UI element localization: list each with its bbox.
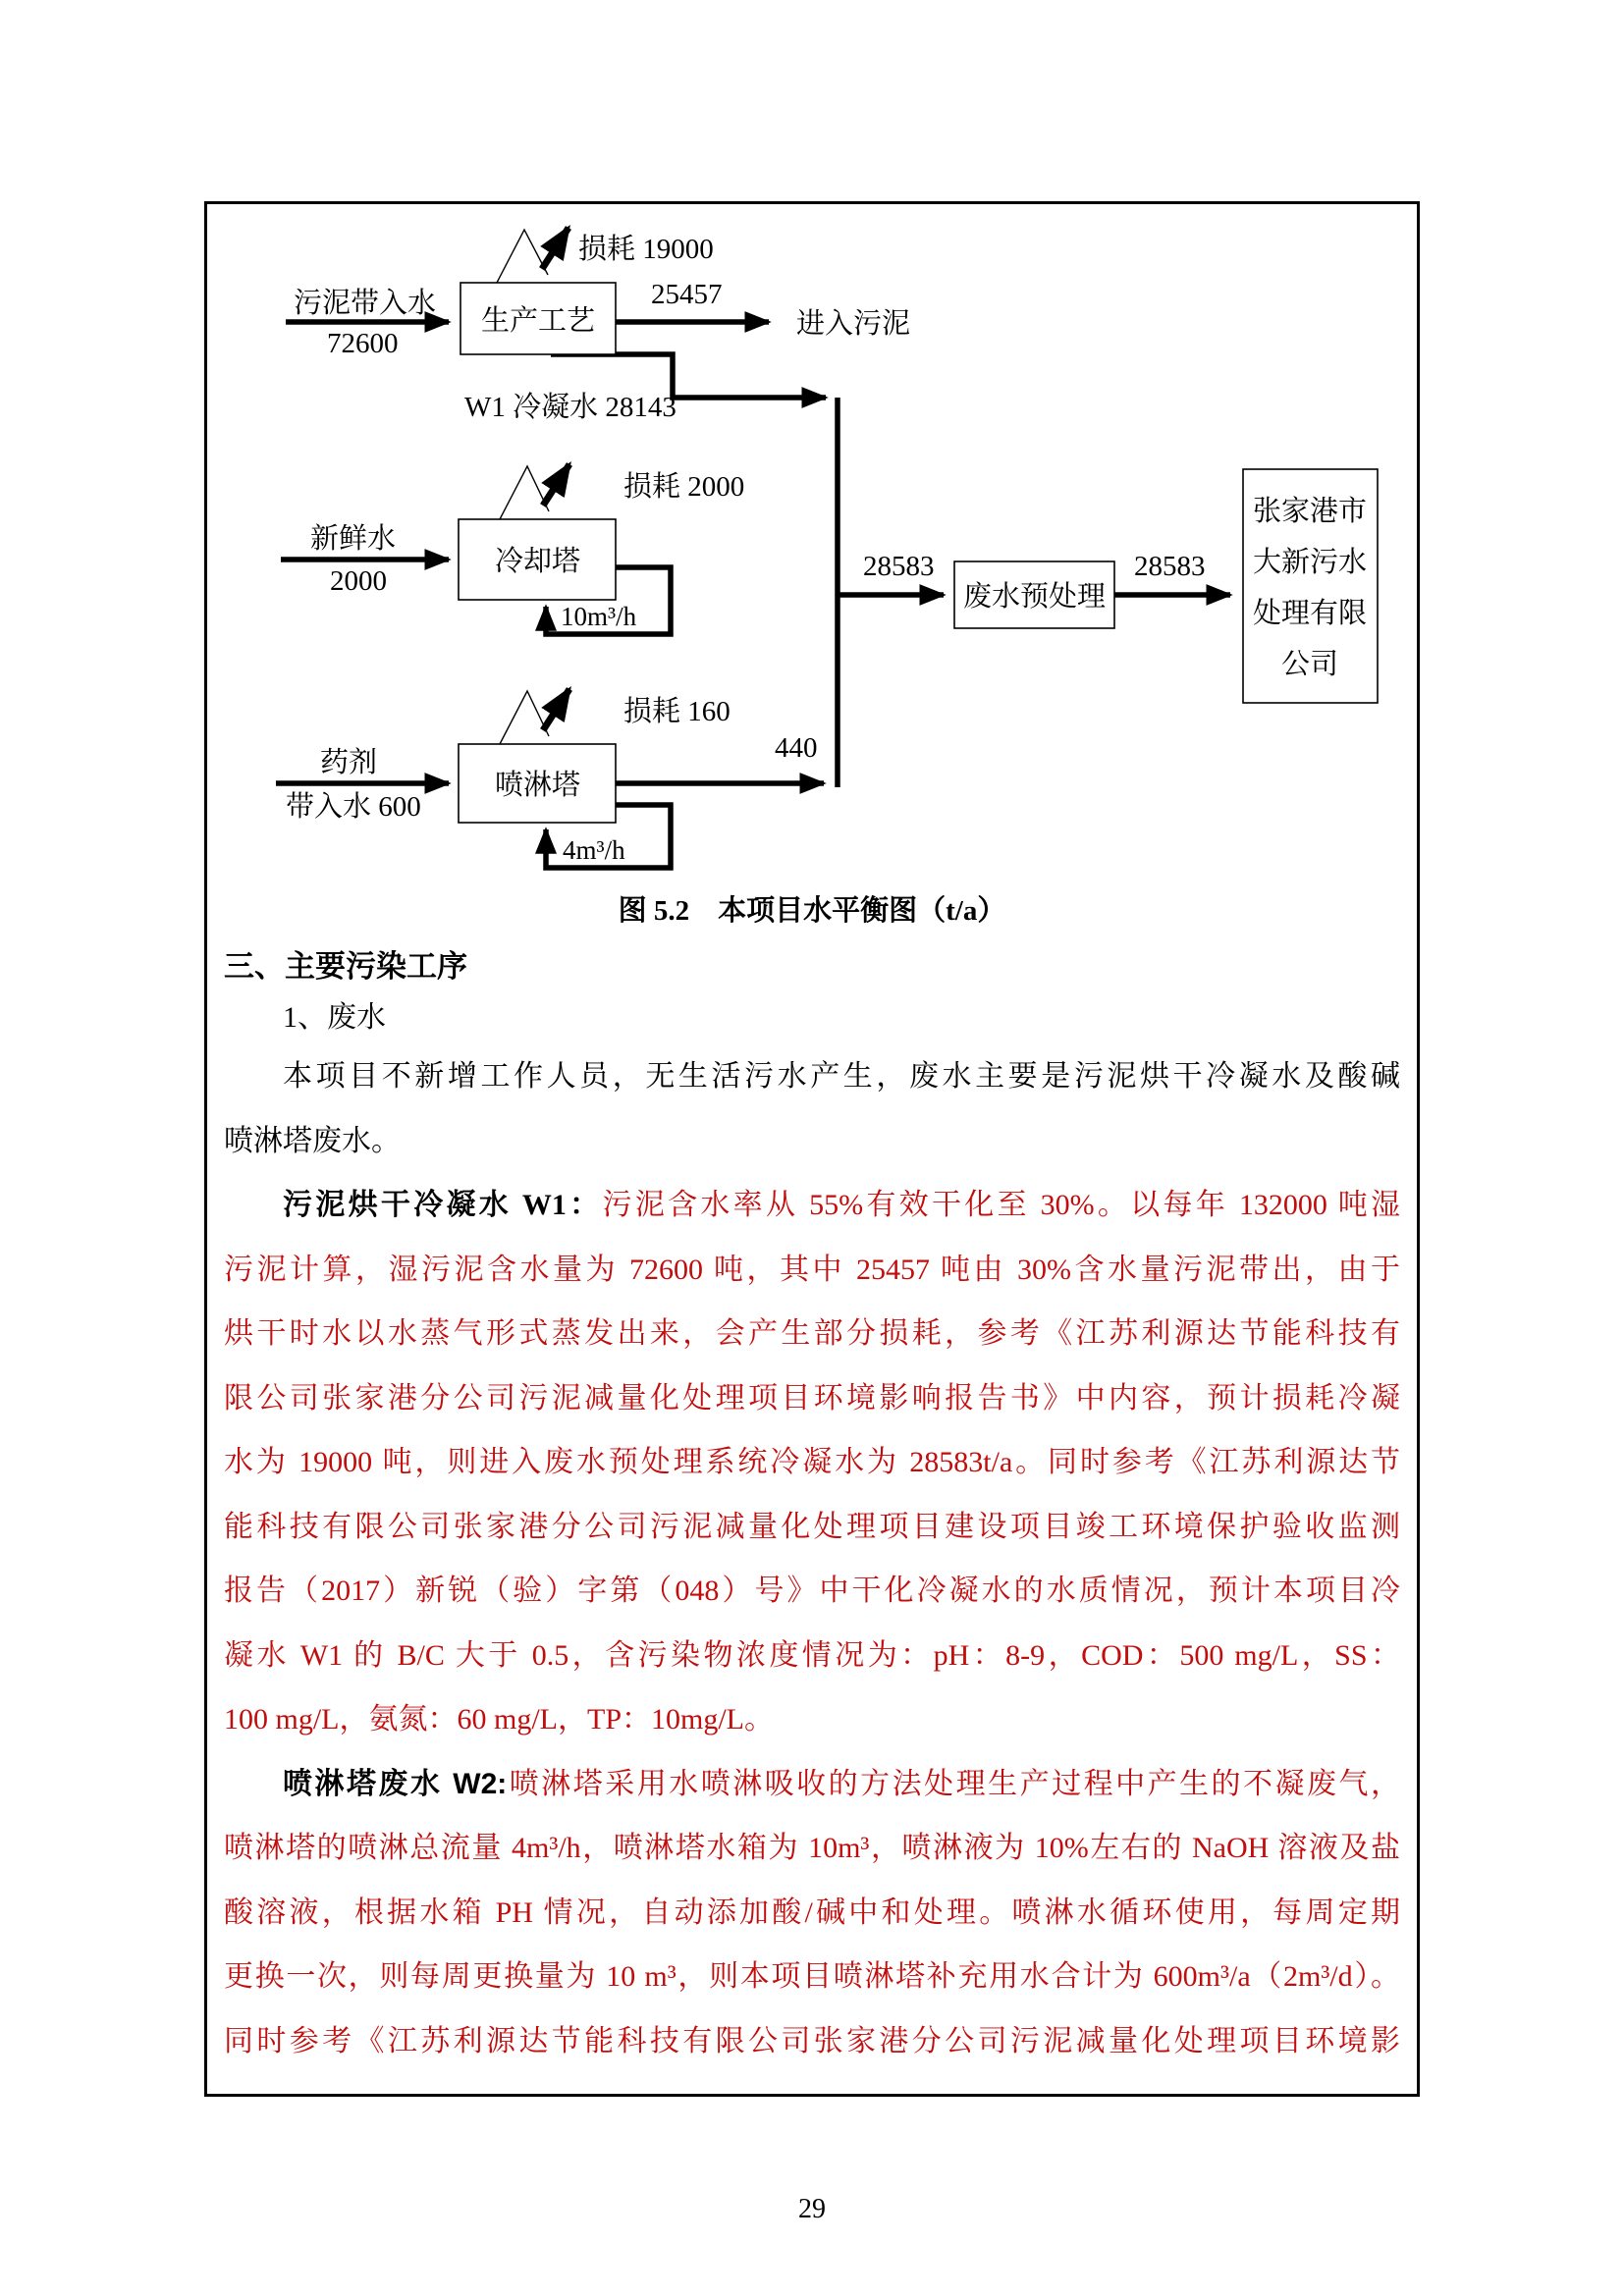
in-sludge-value: 72600	[327, 328, 399, 359]
text-line	[224, 1302, 1400, 1366]
company-line-4: 公司	[1280, 649, 1339, 680]
pretreat-box-label: 废水预处理	[963, 581, 1107, 613]
text-line	[224, 1044, 1400, 1109]
section-heading: 三、主要污染工序	[224, 949, 467, 984]
process-loss-label: 损耗 19000	[578, 234, 714, 265]
process-flow	[286, 228, 910, 423]
cooling-loss-label: 损耗 2000	[623, 471, 745, 503]
company-line-2: 大新污水	[1252, 547, 1368, 578]
page-border-frame	[204, 201, 1420, 2097]
text-line	[224, 1559, 1400, 1624]
text-line	[224, 1624, 1400, 1688]
red-text-segment: 喷淋塔的喷淋总流量 4m³/h，喷淋塔水箱为 10m³，喷淋液为 10%左右的 NaOH 溶液及盐	[224, 1832, 1400, 1864]
black-text-segment: 喷淋塔废水。	[224, 1124, 401, 1157]
company-line-1: 张家港市	[1252, 496, 1368, 527]
red-text-segment: 水为 19000 吨，则进入废水预处理系统冷凝水为 28583t/a。同时参考《江苏利源达节	[224, 1446, 1400, 1478]
red-text-segment: 污泥含水率从 55%有效干化至 30%。以每年 132000 吨湿	[602, 1189, 1400, 1221]
to-pretreat-value: 28583	[863, 551, 935, 582]
figure-caption: 图 5.2 本项目水平衡图（t/a）	[618, 895, 1006, 927]
water-balance-diagram	[207, 204, 1417, 891]
pretreat-flow	[838, 469, 1378, 703]
subsection-heading: 1、废水	[283, 1001, 386, 1034]
text-line	[224, 1881, 1400, 1946]
spray-box-label: 喷淋塔	[495, 770, 581, 801]
text-line	[224, 1945, 1400, 2009]
cooling-flow	[281, 464, 744, 634]
red-text-segment: 报告（2017）新锐（验）字第（048）号》中干化冷凝水的水质情况，预计本项目冷	[224, 1575, 1400, 1607]
spray-out-value: 440	[775, 732, 818, 764]
black-text-segment: 污泥烘干冷凝水 W1：	[283, 1189, 603, 1221]
spray-loss-label: 损耗 160	[623, 696, 731, 727]
fresh-water-label: 新鲜水	[310, 523, 397, 555]
to-company-value: 28583	[1134, 551, 1206, 582]
text-line	[224, 1366, 1400, 1431]
black-text-segment: 本项目不新增工作人员，无生活污水产生，废水主要是污泥烘干冷凝水及酸碱	[283, 1060, 1400, 1093]
red-text-segment: 喷淋塔采用水喷淋吸收的方法处理生产过程中产生的不凝废气，	[507, 1767, 1400, 1800]
cooling-box-label: 冷却塔	[495, 546, 581, 577]
company-line-3: 处理有限	[1252, 598, 1368, 629]
red-text-segment: 烘干时水以水蒸气形式蒸发出来，会产生部分损耗，参考《江苏利源达节能科技有	[224, 1317, 1400, 1350]
body-text	[207, 1044, 1417, 2073]
black-text-segment: 喷淋塔废水 W2:	[283, 1767, 508, 1800]
process-box-label: 生产工艺	[481, 305, 596, 337]
red-text-segment: 凝水 W1 的 B/C 大于 0.5，含污染物浓度情况为：pH：8-9，COD：500 mg/L，SS：	[224, 1638, 1400, 1672]
text-line	[224, 1752, 1400, 1817]
text-line	[224, 1109, 1400, 1174]
cooling-recirc-label: 10m³/h	[561, 602, 637, 631]
process-out-value: 25457	[651, 279, 723, 310]
spray-flow	[276, 689, 824, 868]
chem-label-line1: 药剂	[320, 747, 378, 778]
text-line	[224, 1495, 1400, 1560]
text-line	[224, 1238, 1400, 1303]
text-line	[224, 1430, 1400, 1495]
fresh-water-value: 2000	[330, 565, 387, 597]
process-out-label: 进入污泥	[796, 308, 911, 340]
red-text-segment: 更换一次，则每周更换量为 10 m³，则本项目喷淋塔补充用水合计为 600m³/a（2m³/d）。	[224, 1960, 1400, 1993]
text-line	[224, 1687, 1400, 1752]
in-sludge-label: 污泥带入水	[294, 288, 437, 319]
chem-label-line2: 带入水 600	[286, 791, 421, 823]
red-text-segment: 限公司张家港分公司污泥减量化处理项目环境影响报告书》中内容，预计损耗冷凝	[224, 1381, 1400, 1415]
red-text-segment: 同时参考《江苏利源达节能科技有限公司张家港分公司污泥减量化处理项目环境影	[224, 2024, 1400, 2057]
text-line	[224, 1816, 1400, 1881]
text-line	[224, 1173, 1400, 1238]
w1-condensate-label: W1 冷凝水 28143	[464, 392, 677, 423]
red-text-segment: 100 mg/L，氨氮：60 mg/L，TP：10mg/L。	[224, 1703, 774, 1735]
red-text-segment: 能科技有限公司张家港分公司污泥减量化处理项目建设项目竣工环境保护验收监测	[224, 1510, 1400, 1543]
red-text-segment: 酸溶液，根据水箱 PH 情况，自动添加酸/碱中和处理。喷淋水循环使用，每周定期	[224, 1896, 1400, 1929]
text-line	[224, 2009, 1400, 2074]
red-text-segment: 污泥计算，湿污泥含水量为 72600 吨，其中 25457 吨由 30%含水量污泥带出，由于	[224, 1253, 1400, 1286]
page-number: 29	[798, 2194, 826, 2224]
spray-recirc-label: 4m³/h	[563, 835, 625, 865]
